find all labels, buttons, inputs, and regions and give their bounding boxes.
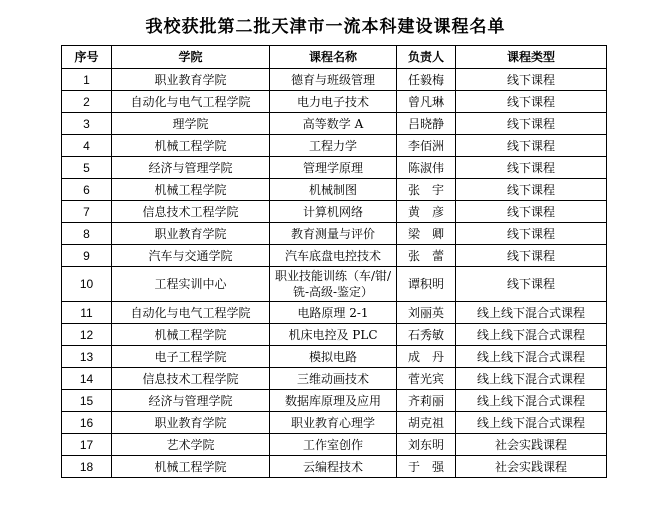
- cell-no: 3: [62, 113, 112, 135]
- cell-college: 经济与管理学院: [112, 157, 270, 179]
- cell-leader: 任毅梅: [397, 69, 456, 91]
- table-row: [62, 390, 607, 412]
- cell-leader: 刘东明: [397, 434, 456, 456]
- header-college: 学院: [112, 46, 270, 69]
- cell-course: 模拟电路: [270, 346, 397, 368]
- table-row: [62, 302, 607, 324]
- cell-type: 线下课程: [456, 113, 607, 135]
- cell-type: 线下课程: [456, 157, 607, 179]
- table-row: [62, 412, 607, 434]
- cell-college: 理学院: [112, 113, 270, 135]
- header-course: 课程名称: [270, 46, 397, 69]
- cell-leader: 张 宇: [397, 179, 456, 201]
- cell-no: 2: [62, 91, 112, 113]
- cell-college: 自动化与电气工程学院: [112, 91, 270, 113]
- cell-course: 管理学原理: [270, 157, 397, 179]
- cell-course: 工程力学: [270, 135, 397, 157]
- cell-type: 线上线下混合式课程: [456, 390, 607, 412]
- cell-course: [270, 267, 397, 302]
- table-row: [62, 135, 607, 157]
- cell-leader: 李佰洲: [397, 135, 456, 157]
- header-type: 课程类型: [456, 46, 607, 69]
- table-row: [62, 113, 607, 135]
- cell-no: 1: [62, 69, 112, 91]
- cell-leader: 菅光宾: [397, 368, 456, 390]
- cell-no: 11: [62, 302, 112, 324]
- cell-type: 线上线下混合式课程: [456, 346, 607, 368]
- cell-no: 4: [62, 135, 112, 157]
- cell-college: 机械工程学院: [112, 324, 270, 346]
- cell-course-text: 职业技能训练（车/钳/铣-高级-鉴定）: [274, 269, 392, 299]
- cell-course: 教育测量与评价: [270, 223, 397, 245]
- cell-no: 12: [62, 324, 112, 346]
- cell-leader: 刘丽英: [397, 302, 456, 324]
- cell-leader: 齐莉丽: [397, 390, 456, 412]
- table-row: [62, 223, 607, 245]
- header-no: 序号: [62, 46, 112, 69]
- cell-college: 职业教育学院: [112, 223, 270, 245]
- page-title: 我校获批第二批天津市一流本科建设课程名单: [145, 17, 506, 37]
- cell-leader: 梁 卿: [397, 223, 456, 245]
- cell-college: 机械工程学院: [112, 179, 270, 201]
- cell-leader: 黄 彦: [397, 201, 456, 223]
- cell-type: 线上线下混合式课程: [456, 368, 607, 390]
- table-header-row: [62, 46, 607, 69]
- cell-course: 云编程技术: [270, 456, 397, 478]
- cell-type: 线下课程: [456, 179, 607, 201]
- cell-course: 计算机网络: [270, 201, 397, 223]
- cell-no: 7: [62, 201, 112, 223]
- cell-type: 线下课程: [456, 267, 607, 302]
- cell-college: 职业教育学院: [112, 412, 270, 434]
- cell-type: 线下课程: [456, 201, 607, 223]
- table-row: [62, 245, 607, 267]
- cell-leader: 吕晓静: [397, 113, 456, 135]
- cell-college: 经济与管理学院: [112, 390, 270, 412]
- table-row: [62, 157, 607, 179]
- cell-college: 信息技术工程学院: [112, 201, 270, 223]
- cell-type: 线下课程: [456, 91, 607, 113]
- cell-course: 电路原理 2-1: [270, 302, 397, 324]
- table-row: [62, 267, 607, 302]
- table-row: [62, 201, 607, 223]
- cell-leader: 谭积明: [397, 267, 456, 302]
- cell-course: 职业教育心理学: [270, 412, 397, 434]
- cell-no: 15: [62, 390, 112, 412]
- cell-no: 14: [62, 368, 112, 390]
- cell-college: 机械工程学院: [112, 135, 270, 157]
- cell-type: 线下课程: [456, 223, 607, 245]
- cell-course: 工作室创作: [270, 434, 397, 456]
- cell-leader: 石秀敏: [397, 324, 456, 346]
- cell-college: 自动化与电气工程学院: [112, 302, 270, 324]
- cell-course: 电力电子技术: [270, 91, 397, 113]
- table-row: [62, 346, 607, 368]
- cell-leader: 张 蕾: [397, 245, 456, 267]
- cell-no: 17: [62, 434, 112, 456]
- cell-type: 线上线下混合式课程: [456, 412, 607, 434]
- cell-course: 三维动画技术: [270, 368, 397, 390]
- cell-leader: 陈淑伟: [397, 157, 456, 179]
- cell-course: 高等数学 A: [270, 113, 397, 135]
- cell-course: 德育与班级管理: [270, 69, 397, 91]
- cell-college: 工程实训中心: [112, 267, 270, 302]
- cell-type: 线上线下混合式课程: [456, 324, 607, 346]
- cell-no: 6: [62, 179, 112, 201]
- cell-leader: 曾凡琳: [397, 91, 456, 113]
- cell-course: 数据库原理及应用: [270, 390, 397, 412]
- cell-no: 5: [62, 157, 112, 179]
- cell-college: 电子工程学院: [112, 346, 270, 368]
- cell-college: 机械工程学院: [112, 456, 270, 478]
- cell-no: 9: [62, 245, 112, 267]
- cell-no: 13: [62, 346, 112, 368]
- table-row: [62, 368, 607, 390]
- cell-college: 职业教育学院: [112, 69, 270, 91]
- table-row: [62, 69, 607, 91]
- table-row: [62, 91, 607, 113]
- cell-no: 8: [62, 223, 112, 245]
- cell-leader: 成 丹: [397, 346, 456, 368]
- header-leader: 负责人: [397, 46, 456, 69]
- cell-college: 艺术学院: [112, 434, 270, 456]
- cell-leader: 于 强: [397, 456, 456, 478]
- cell-course: 机械制图: [270, 179, 397, 201]
- cell-course: 汽车底盘电控技术: [270, 245, 397, 267]
- cell-type: 线下课程: [456, 245, 607, 267]
- cell-college: 汽车与交通学院: [112, 245, 270, 267]
- cell-no: 16: [62, 412, 112, 434]
- cell-type: 线下课程: [456, 69, 607, 91]
- cell-leader: 胡克祖: [397, 412, 456, 434]
- course-table: [61, 45, 607, 478]
- cell-type: 社会实践课程: [456, 434, 607, 456]
- cell-type: 线下课程: [456, 135, 607, 157]
- cell-no: 10: [62, 267, 112, 302]
- table-row: [62, 434, 607, 456]
- cell-college: 信息技术工程学院: [112, 368, 270, 390]
- cell-course: 机床电控及 PLC: [270, 324, 397, 346]
- cell-type: 社会实践课程: [456, 456, 607, 478]
- table-row: [62, 324, 607, 346]
- cell-no: 18: [62, 456, 112, 478]
- table-row: [62, 456, 607, 478]
- cell-type: 线上线下混合式课程: [456, 302, 607, 324]
- table-row: [62, 179, 607, 201]
